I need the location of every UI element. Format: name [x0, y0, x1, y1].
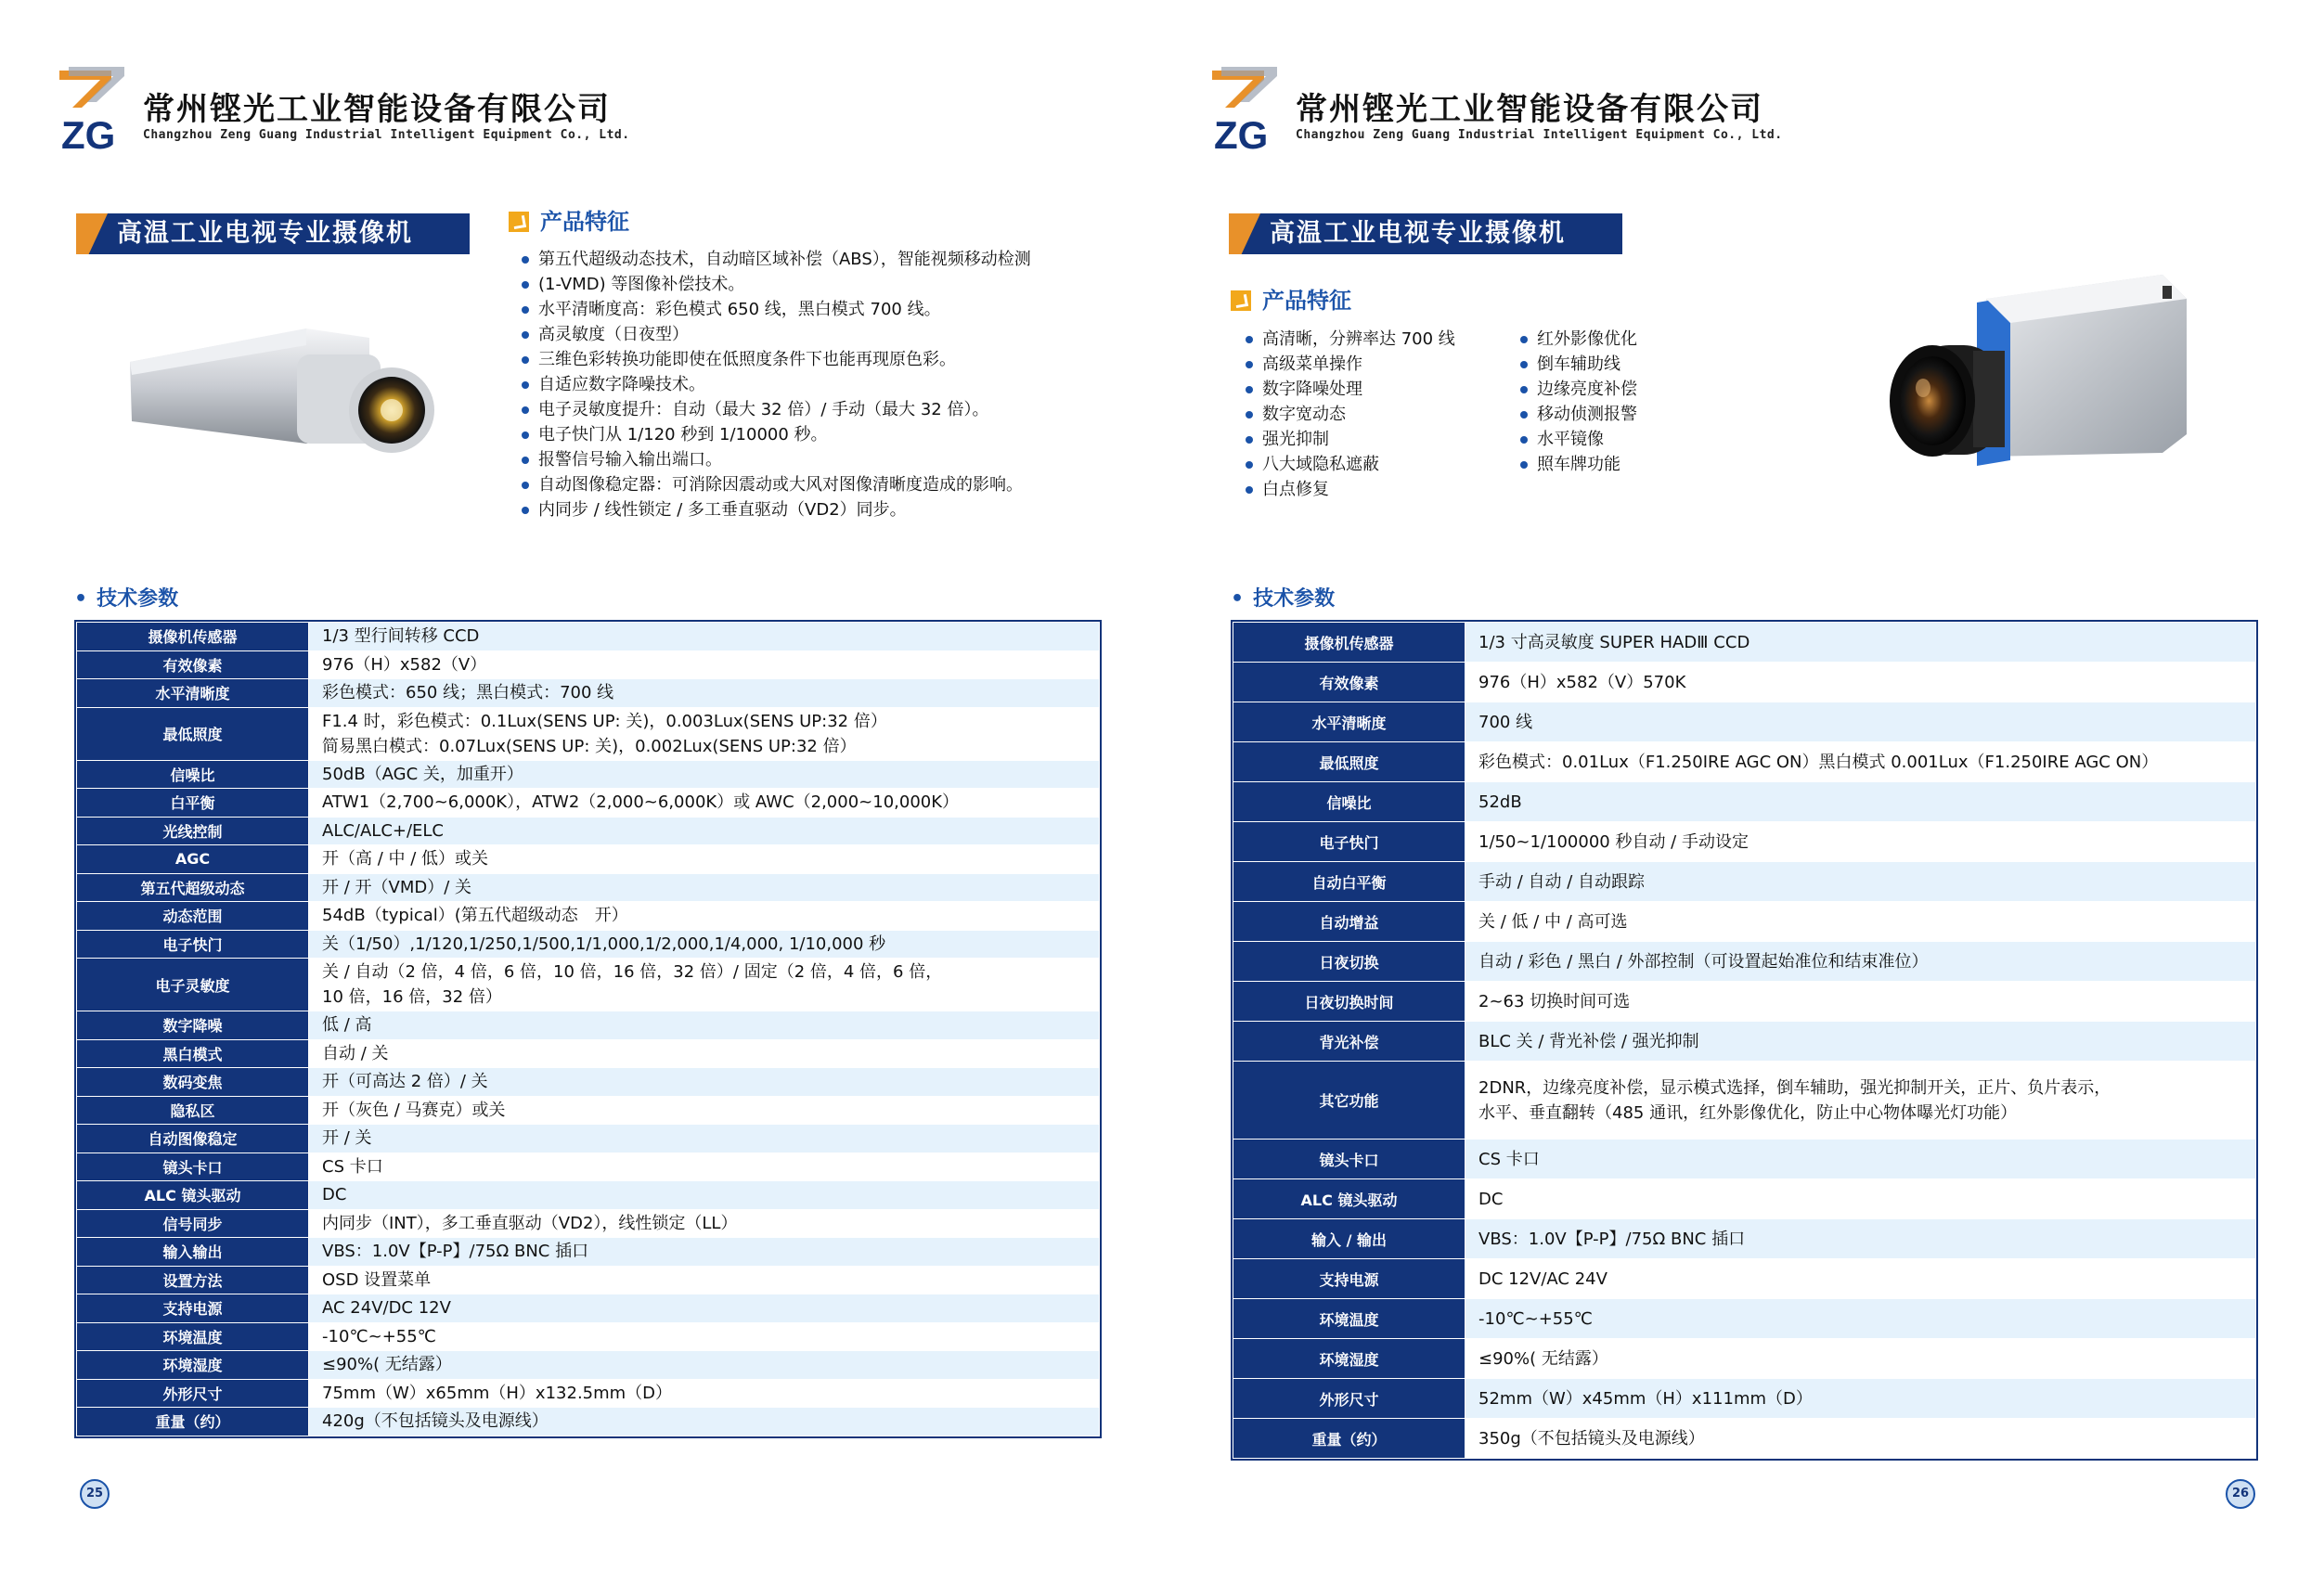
spec-value	[309, 650, 1100, 679]
feature-item: 高灵敏度（日夜型）	[520, 322, 1031, 347]
company-name-en: Changzhou Zeng Guang Industrial Intelligent Equipment Co., Ltd.	[1296, 128, 1783, 142]
spec-row	[1233, 623, 2256, 663]
spec-value-line: F1.4 时，彩色模式：0.1Lux(SENS UP: 关)，0.003Lux(SENS UP:32 倍）	[322, 711, 887, 731]
spec-row	[1233, 663, 2256, 702]
spec-value	[309, 1209, 1100, 1238]
feature-item: 第五代超级动态技术，自动暗区域补偿（ABS），智能视频移动检测	[520, 247, 1031, 272]
spec-value-line: ≤90%( 无结露）	[322, 1355, 452, 1375]
spec-label: 电子快门	[1233, 822, 1465, 862]
spec-label: 信号同步	[77, 1209, 309, 1238]
feature-item: 自适应数字降噪技术。	[520, 372, 1031, 397]
spec-label: 电子快门	[77, 930, 309, 959]
spec-row	[77, 1322, 1100, 1351]
spec-label: 黑白模式	[77, 1039, 309, 1068]
spec-row	[1233, 1259, 2256, 1299]
feature-item: 白点修复	[1244, 477, 1455, 502]
spec-value-line: 50dB（AGC 关，加重开）	[322, 764, 523, 784]
features-list-col2	[1518, 327, 1637, 477]
spec-value-line: -10℃~+55℃	[1478, 1308, 1593, 1329]
feature-item: 电子灵敏度提升：自动（最大 32 倍）/ 手动（最大 32 倍）。	[520, 397, 1031, 422]
spec-value-line: CS 卡口	[322, 1156, 383, 1177]
spec-label: 环境湿度	[77, 1351, 309, 1380]
spec-value	[309, 1322, 1100, 1351]
spec-value-line: 内同步（INT），多工垂直驱动（VD2），线性锁定（LL）	[322, 1213, 738, 1233]
features-heading	[509, 208, 629, 236]
spec-value	[309, 1408, 1100, 1436]
spec-label: 设置方法	[77, 1266, 309, 1294]
spec-label: 环境温度	[1233, 1299, 1465, 1339]
spec-row	[77, 1294, 1100, 1323]
feature-item: 数字降噪处理	[1244, 377, 1455, 402]
spec-value	[309, 873, 1100, 902]
spec-row	[1233, 1339, 2256, 1379]
company-name-cn: 常州铿光工业智能设备有限公司	[1296, 91, 1763, 128]
spec-label: 电子灵敏度	[77, 959, 309, 1011]
spec-row	[77, 959, 1100, 1011]
feature-item: 自动图像稳定器：可消除因震动或大风对图像清晰度造成的影响。	[520, 472, 1031, 497]
spec-row	[77, 1125, 1100, 1153]
spec-label: ALC 镜头驱动	[77, 1181, 309, 1210]
spec-row	[1233, 742, 2256, 782]
spec-value-line: 2DNR，边缘亮度补偿，显示模式选择，倒车辅助，强光抑制开关，正片、负片表示，	[1478, 1077, 2111, 1098]
box-camera-image	[121, 317, 436, 457]
spec-value-line: 开 / 关	[322, 1128, 372, 1149]
spec-label: 白平衡	[77, 789, 309, 818]
spec-value	[1465, 1140, 2256, 1179]
spec-row	[77, 1011, 1100, 1040]
feature-item-continued: (1-VMD) 等图像补偿技术。	[520, 272, 1031, 297]
spec-row	[1233, 862, 2256, 902]
spec-label: 自动白平衡	[1233, 862, 1465, 902]
spec-label: 自动图像稳定	[77, 1125, 309, 1153]
feature-item: 移动侦测报警	[1518, 402, 1637, 427]
spec-label: 隐私区	[77, 1096, 309, 1125]
page-number: 26	[2226, 1479, 2255, 1509]
spec-row	[77, 1408, 1100, 1436]
spec-value	[1465, 702, 2256, 742]
spec-label: 镜头卡口	[77, 1153, 309, 1181]
feature-item: 水平清晰度高：彩色模式 650 线，黑白模式 700 线。	[520, 297, 1031, 322]
spec-label: AGC	[77, 845, 309, 874]
company-logo	[1212, 67, 1783, 160]
spec-value-line: 700 线	[1478, 712, 1533, 732]
spec-label: 其它功能	[1233, 1062, 1465, 1140]
spec-value	[1465, 782, 2256, 822]
spec-row	[1233, 822, 2256, 862]
spec-value	[309, 1068, 1100, 1097]
spec-table	[1233, 622, 2256, 1459]
spec-label: 最低照度	[77, 707, 309, 760]
spec-table	[76, 622, 1100, 1436]
spec-value-line: 水平、垂直翻转（485 通讯，红外影像优化，防止中心物体曝光灯功能）	[1478, 1102, 2018, 1123]
spec-label: 动态范围	[77, 902, 309, 931]
spec-value-line: -10℃~+55℃	[322, 1326, 436, 1346]
spec-label: 背光补偿	[1233, 1022, 1465, 1062]
spec-value-line: 低 / 高	[322, 1015, 372, 1036]
spec-row	[1233, 1299, 2256, 1339]
spec-row	[1233, 1219, 2256, 1259]
spec-label: 摄像机传感器	[1233, 623, 1465, 663]
spec-value	[1465, 1062, 2256, 1140]
features-heading-text: 产品特征	[1262, 288, 1351, 314]
spec-label: 外形尺寸	[77, 1379, 309, 1408]
spec-value-line: AC 24V/DC 12V	[322, 1298, 451, 1319]
spec-label: 有效像素	[1233, 663, 1465, 702]
spec-row	[77, 1238, 1100, 1267]
spec-heading: • 技术参数	[74, 583, 178, 612]
spec-value	[1465, 1379, 2256, 1419]
spec-value-line: 开（高 / 中 / 低）或关	[322, 849, 489, 869]
feature-item: 边缘亮度补偿	[1518, 377, 1637, 402]
spec-value-line: 关 / 低 / 中 / 高可选	[1478, 911, 1628, 932]
spec-value	[309, 1238, 1100, 1267]
spec-label: 第五代超级动态	[77, 873, 309, 902]
spec-row	[77, 1181, 1100, 1210]
spec-label: ALC 镜头驱动	[1233, 1179, 1465, 1219]
spec-value-line: 52dB	[1478, 792, 1522, 812]
spec-label: 支持电源	[77, 1294, 309, 1323]
spec-label: 输入 / 输出	[1233, 1219, 1465, 1259]
spec-value	[309, 1351, 1100, 1380]
spec-row	[77, 623, 1100, 651]
feature-item: 电子快门从 1/120 秒到 1/10000 秒。	[520, 422, 1031, 447]
spec-value-line: BLC 关 / 背光补偿 / 强光抑制	[1478, 1031, 1699, 1051]
spec-value-line: 350g（不包括镜头及电源线）	[1478, 1428, 1705, 1449]
spec-value-line: ALC/ALC+/ELC	[322, 820, 445, 841]
company-name-en: Changzhou Zeng Guang Industrial Intelligent Equipment Co., Ltd.	[143, 128, 630, 142]
spec-row	[77, 845, 1100, 874]
spec-heading: • 技术参数	[1231, 583, 1335, 612]
spec-value	[1465, 742, 2256, 782]
spec-label: 信噪比	[1233, 782, 1465, 822]
spec-label: 重量（约）	[77, 1408, 309, 1436]
product-title-bar	[76, 213, 470, 254]
spec-value-line: 彩色模式：0.01Lux（F1.250IRE AGC ON）黑白模式 0.001Lux（F1.250IRE AGC ON）	[1478, 752, 2159, 772]
feature-item: 照车牌功能	[1518, 452, 1637, 477]
product-title: 高温工业电视专业摄像机	[1270, 219, 1566, 248]
spec-value-line: DC	[322, 1185, 347, 1205]
spec-value	[309, 930, 1100, 959]
spec-label: 有效像素	[77, 650, 309, 679]
feature-item: 数字宽动态	[1244, 402, 1455, 427]
spec-value	[309, 845, 1100, 874]
feature-item: 高清晰，分辨率达 700 线	[1244, 327, 1455, 352]
page-number: 25	[80, 1479, 110, 1509]
svg-text:ZG: ZG	[61, 113, 116, 152]
spec-value-line: 开（灰色 / 马赛克）或关	[322, 1100, 506, 1120]
svg-text:ZG: ZG	[1214, 113, 1269, 152]
spec-label: 环境湿度	[1233, 1339, 1465, 1379]
spec-row	[1233, 1379, 2256, 1419]
spec-value	[309, 1096, 1100, 1125]
spec-row	[1233, 1140, 2256, 1179]
spec-row	[77, 679, 1100, 708]
feature-item: 红外影像优化	[1518, 327, 1637, 352]
spec-label: 最低照度	[1233, 742, 1465, 782]
spec-value	[309, 1039, 1100, 1068]
spec-value	[309, 1379, 1100, 1408]
feature-item: 强光抑制	[1244, 427, 1455, 452]
spec-value-line: 1/3 寸高灵敏度 SUPER HADⅢ CCD	[1478, 632, 1750, 652]
spec-label: 水平清晰度	[77, 679, 309, 708]
features-list-col1	[1244, 327, 1455, 502]
spec-value-line: 开 / 开（VMD）/ 关	[322, 877, 471, 897]
spec-value-line: 976（H）x582（V）	[322, 654, 487, 675]
spec-value	[309, 902, 1100, 931]
spec-value	[1465, 1339, 2256, 1379]
product-title-bar	[1229, 213, 1622, 254]
spec-row	[1233, 1062, 2256, 1140]
company-logo	[59, 67, 630, 160]
spec-value	[309, 679, 1100, 708]
arrow-square-icon	[509, 212, 529, 232]
spec-row	[1233, 942, 2256, 982]
spec-value	[1465, 1419, 2256, 1459]
feature-item: 倒车辅助线	[1518, 352, 1637, 377]
features-heading	[1231, 287, 1351, 315]
spec-value-line: 54dB（typical）(第五代超级动态 开）	[322, 906, 628, 926]
spec-value-line: 420g（不包括镜头及电源线）	[322, 1411, 549, 1432]
spec-row	[77, 930, 1100, 959]
spec-value	[1465, 982, 2256, 1022]
zg-logo-icon	[59, 67, 136, 152]
spec-value-line: 10 倍，16 倍，32 倍）	[322, 987, 502, 1007]
spec-label: 输入输出	[77, 1238, 309, 1267]
spec-label: 环境温度	[77, 1322, 309, 1351]
spec-row	[77, 1379, 1100, 1408]
spec-value-line: 自动 / 关	[322, 1043, 389, 1063]
spec-label: 摄像机传感器	[77, 623, 309, 651]
spec-row	[77, 1351, 1100, 1380]
spec-row	[77, 760, 1100, 789]
spec-value-line: 彩色模式：650 线；黑白模式：700 线	[322, 683, 614, 703]
spec-value	[309, 760, 1100, 789]
spec-value	[309, 1266, 1100, 1294]
spec-row	[1233, 902, 2256, 942]
spec-value-line: 开（可高达 2 倍）/ 关	[322, 1072, 488, 1092]
spec-value-line: 52mm（W）x45mm（H）x111mm（D）	[1478, 1388, 1813, 1409]
spec-label: 外形尺寸	[1233, 1379, 1465, 1419]
spec-label: 日夜切换时间	[1233, 982, 1465, 1022]
spec-row	[77, 1209, 1100, 1238]
spec-value	[1465, 902, 2256, 942]
spec-label: 信噪比	[77, 760, 309, 789]
spec-value	[1465, 1219, 2256, 1259]
spec-label: 重量（约）	[1233, 1419, 1465, 1459]
spec-value	[309, 707, 1100, 760]
spec-row	[77, 817, 1100, 845]
feature-item: 八大域隐私遮蔽	[1244, 452, 1455, 477]
spec-row	[77, 650, 1100, 679]
spec-label: 自动增益	[1233, 902, 1465, 942]
spec-row	[1233, 782, 2256, 822]
spec-value	[1465, 862, 2256, 902]
spec-value	[1465, 663, 2256, 702]
title-accent	[1229, 213, 1260, 254]
spec-value	[309, 1153, 1100, 1181]
product-title: 高温工业电视专业摄像机	[117, 219, 413, 248]
feature-item: 水平镜像	[1518, 427, 1637, 452]
feature-item: 三维色彩转换功能即使在低照度条件下也能再现原色彩。	[520, 347, 1031, 372]
spec-value-line: 简易黑白模式：0.07Lux(SENS UP: 关)，0.002Lux(SENS UP:32 倍）	[322, 736, 857, 756]
spec-label: 镜头卡口	[1233, 1140, 1465, 1179]
spec-label: 支持电源	[1233, 1259, 1465, 1299]
title-accent	[76, 213, 108, 254]
spec-row	[1233, 982, 2256, 1022]
spec-value-line: DC	[1478, 1189, 1504, 1209]
spec-row	[77, 1153, 1100, 1181]
spec-row	[77, 1266, 1100, 1294]
spec-value-line: 75mm（W）x65mm（H）x132.5mm（D）	[322, 1383, 673, 1403]
spec-value-line: ATW1（2,700~6,000K），ATW2（2,000~6,000K）或 AWC（2,000~10,000K）	[322, 792, 960, 813]
spec-value-line: DC 12V/AC 24V	[1478, 1268, 1607, 1289]
spec-label: 数码变焦	[77, 1068, 309, 1097]
spec-row	[77, 707, 1100, 760]
spec-value	[309, 1294, 1100, 1323]
spec-value-line: 1/3 型行间转移 CCD	[322, 626, 480, 647]
spec-value	[1465, 942, 2256, 982]
zg-logo-icon	[1212, 67, 1288, 152]
industrial-camera-image	[1884, 271, 2190, 481]
spec-value-line: VBS：1.0V【P-P】/75Ω BNC 插口	[1478, 1229, 1746, 1249]
spec-value	[1465, 1299, 2256, 1339]
spec-value	[309, 1181, 1100, 1210]
spec-value	[309, 959, 1100, 1011]
spec-row	[77, 1096, 1100, 1125]
spec-label: 光线控制	[77, 817, 309, 845]
right-page	[1162, 0, 2324, 1584]
spec-value	[309, 789, 1100, 818]
spec-row	[77, 789, 1100, 818]
spec-value	[1465, 822, 2256, 862]
spec-value-line: 关 / 自动（2 倍，4 倍，6 倍，10 倍，16 倍，32 倍）/ 固定（2 倍，4 倍，6 倍，	[322, 962, 943, 982]
feature-item: 高级菜单操作	[1244, 352, 1455, 377]
feature-item: 报警信号输入输出端口。	[520, 447, 1031, 472]
spec-value	[309, 1125, 1100, 1153]
spec-label: 日夜切换	[1233, 942, 1465, 982]
spec-value-line: CS 卡口	[1478, 1149, 1540, 1169]
spec-value	[309, 623, 1100, 651]
features-list	[520, 247, 1031, 522]
spec-value-line: 1/50~1/100000 秒自动 / 手动设定	[1478, 831, 1749, 852]
spec-value	[1465, 1179, 2256, 1219]
spec-label: 水平清晰度	[1233, 702, 1465, 742]
spec-value-line: 976（H）x582（V）570K	[1478, 672, 1686, 692]
spec-value-line: 手动 / 自动 / 自动跟踪	[1478, 871, 1646, 892]
features-heading-text: 产品特征	[540, 209, 629, 235]
spec-value	[1465, 1259, 2256, 1299]
spec-row	[77, 873, 1100, 902]
spec-row	[1233, 1419, 2256, 1459]
spec-value	[1465, 623, 2256, 663]
spec-row	[1233, 1022, 2256, 1062]
spec-value	[309, 817, 1100, 845]
spec-value-line: OSD 设置菜单	[322, 1269, 432, 1290]
company-name-cn: 常州铿光工业智能设备有限公司	[143, 91, 611, 128]
spec-value-line: 2~63 切换时间可选	[1478, 991, 1631, 1011]
spec-row	[77, 1068, 1100, 1097]
spec-value	[309, 1011, 1100, 1040]
spec-value-line: 自动 / 彩色 / 黑白 / 外部控制（可设置起始准位和结束准位）	[1478, 951, 1929, 972]
spec-row	[1233, 702, 2256, 742]
spec-value-line: VBS：1.0V【P-P】/75Ω BNC 插口	[322, 1242, 589, 1262]
spec-value-line: ≤90%( 无结露）	[1478, 1348, 1608, 1369]
spec-row	[77, 902, 1100, 931]
spec-row	[1233, 1179, 2256, 1219]
spec-value-line: 关（1/50）,1/120,1/250,1/500,1/1,000,1/2,000,1/4,000, 1/10,000 秒	[322, 934, 886, 954]
feature-item: 内同步 / 线性锁定 / 多工垂直驱动（VD2）同步。	[520, 497, 1031, 522]
spec-row	[77, 1039, 1100, 1068]
arrow-square-icon	[1231, 290, 1251, 311]
spec-label: 数字降噪	[77, 1011, 309, 1040]
spec-value	[1465, 1022, 2256, 1062]
